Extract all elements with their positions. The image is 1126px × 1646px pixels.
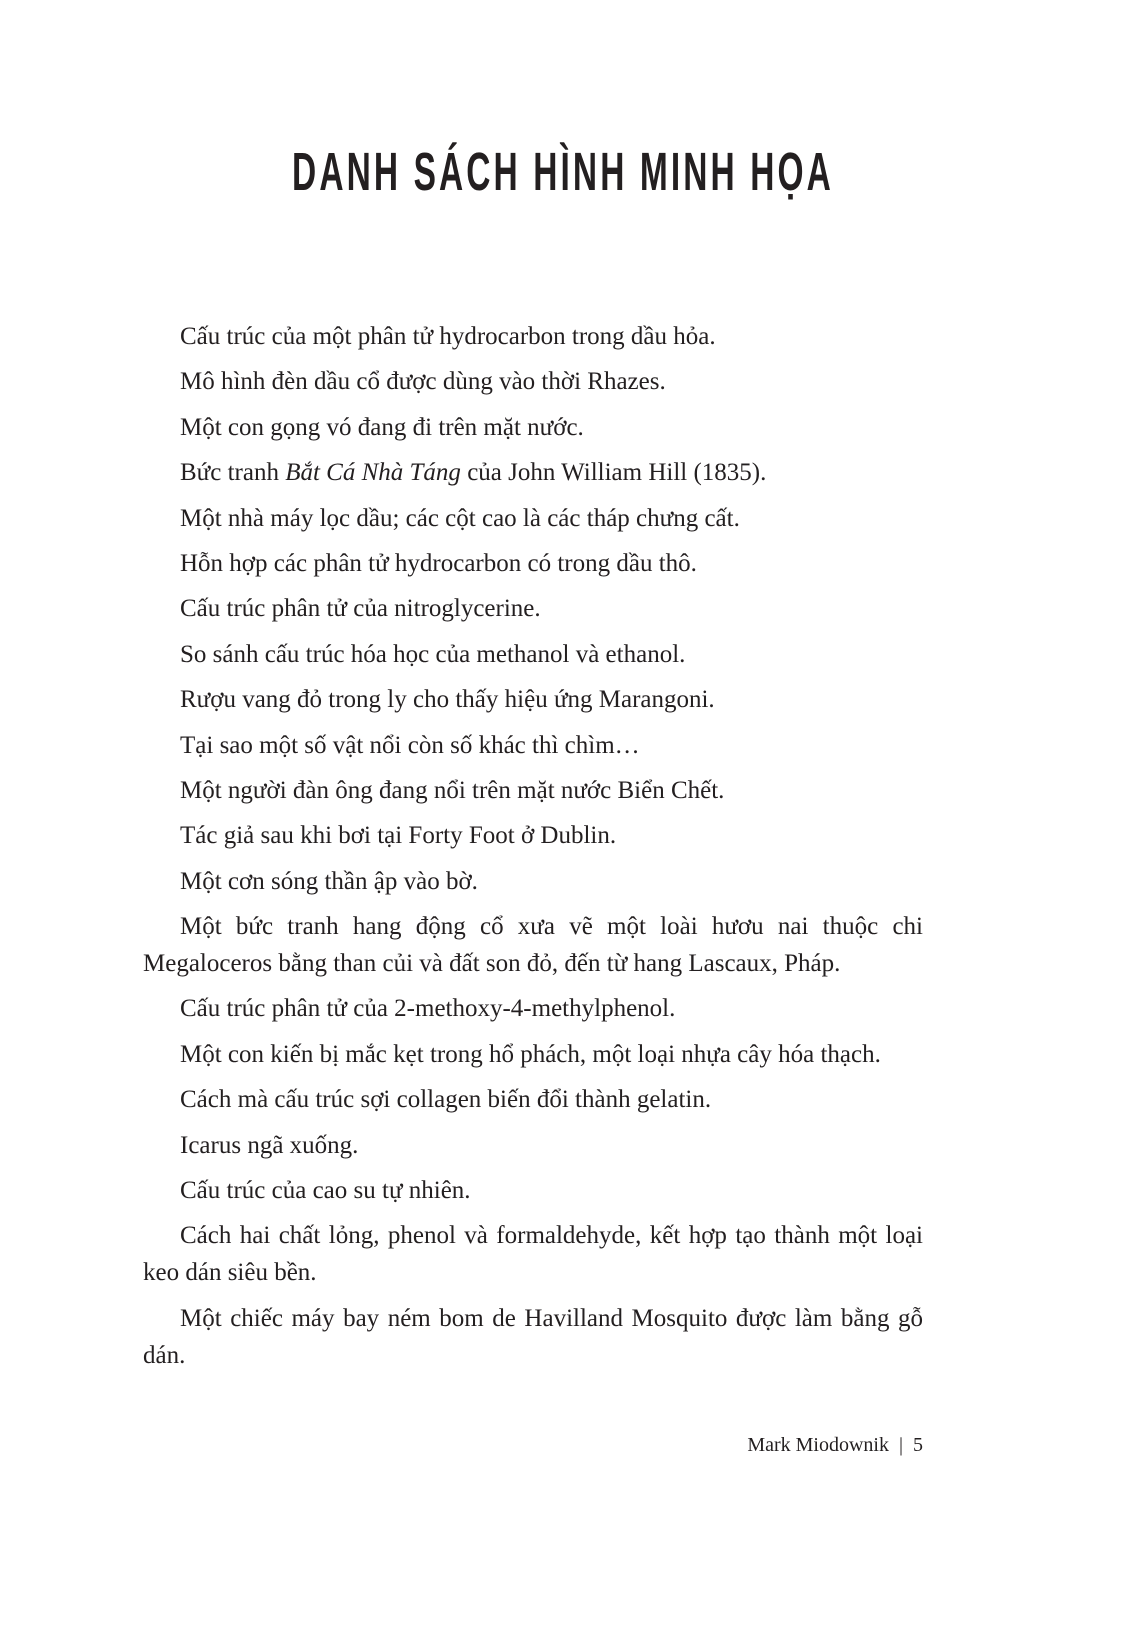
list-item-text: Tác giả sau khi bơi tại Forty Foot ở Dublin. bbox=[180, 822, 617, 850]
list-item-text: Tại sao một số vật nổi còn số khác thì chìm… bbox=[180, 731, 640, 759]
list-item-text: của John William Hill (1835). bbox=[460, 459, 767, 487]
list-item bbox=[143, 1081, 923, 1118]
list-item bbox=[143, 908, 923, 982]
list-item-text: Một con kiến bị mắc kẹt trong hổ phách, một loại nhựa cây hóa thạch. bbox=[180, 1040, 881, 1068]
illustration-list bbox=[143, 318, 923, 1382]
list-item-text: So sánh cấu trúc hóa học của methanol và ethanol. bbox=[180, 640, 686, 668]
list-item-text: Một bức tranh hang động cổ xưa vẽ một loài hươu nai thuộc chi Megaloceros bằng than củi và đất son đỏ, đến từ hang Lascaux, Pháp. bbox=[143, 913, 923, 978]
page-title-text: DANH SÁCH HÌNH MINH HỌA bbox=[292, 142, 834, 202]
page-footer bbox=[747, 1434, 923, 1457]
list-item bbox=[143, 363, 923, 400]
list-item bbox=[143, 318, 923, 355]
list-item bbox=[143, 1300, 923, 1374]
list-item bbox=[143, 863, 923, 900]
list-item-text: Hỗn hợp các phân tử hydrocarbon có trong dầu thô. bbox=[180, 549, 697, 577]
list-item-text: Cách mà cấu trúc sợi collagen biến đổi thành gelatin. bbox=[180, 1086, 712, 1114]
list-item-text: Một chiếc máy bay ném bom de Havilland Mosquito được làm bằng gỗ dán. bbox=[143, 1304, 923, 1369]
list-item bbox=[143, 1127, 923, 1164]
list-item-text: Mô hình đèn dầu cổ được dùng vào thời Rhazes. bbox=[180, 368, 666, 396]
list-item-text: Rượu vang đỏ trong ly cho thấy hiệu ứng Marangoni. bbox=[180, 686, 715, 714]
list-item bbox=[143, 990, 923, 1027]
list-item bbox=[143, 454, 923, 491]
list-item bbox=[143, 636, 923, 673]
list-item bbox=[143, 1217, 923, 1291]
page-number: 5 bbox=[913, 1434, 923, 1456]
footer-separator: | bbox=[898, 1434, 903, 1456]
artwork-title: Bắt Cá Nhà Táng bbox=[285, 459, 461, 487]
list-item bbox=[143, 1036, 923, 1073]
page-title bbox=[0, 142, 1126, 202]
list-item-text: Một con gọng vó đang đi trên mặt nước. bbox=[180, 413, 584, 441]
list-item bbox=[143, 772, 923, 809]
list-item bbox=[143, 545, 923, 582]
list-item-text: Cấu trúc của cao su tự nhiên. bbox=[180, 1177, 471, 1205]
list-item bbox=[143, 817, 923, 854]
list-item-text: Cấu trúc của một phân tử hydrocarbon trong dầu hỏa. bbox=[180, 323, 716, 350]
list-item-text: Một người đàn ông đang nổi trên mặt nước Biển Chết. bbox=[180, 776, 725, 804]
footer-author: Mark Miodownik bbox=[747, 1434, 889, 1456]
list-item-text: Cấu trúc phân tử của 2-methoxy-4-methylphenol. bbox=[180, 995, 676, 1023]
list-item bbox=[143, 590, 923, 627]
list-item-text: Cấu trúc phân tử của nitroglycerine. bbox=[180, 595, 541, 623]
list-item bbox=[143, 500, 923, 537]
list-item-text: Một nhà máy lọc dầu; các cột cao là các tháp chưng cất. bbox=[180, 504, 740, 532]
list-item-text: Icarus ngã xuống. bbox=[180, 1131, 359, 1159]
list-item-text: Một cơn sóng thần ập vào bờ. bbox=[180, 867, 478, 895]
list-item bbox=[143, 727, 923, 764]
list-item bbox=[143, 681, 923, 718]
list-item bbox=[143, 409, 923, 446]
list-item bbox=[143, 1172, 923, 1209]
list-item-text: Cách hai chất lỏng, phenol và formaldehyde, kết hợp tạo thành một loại keo dán siêu bền. bbox=[143, 1222, 923, 1287]
list-item-text: Bức tranh bbox=[180, 459, 286, 487]
